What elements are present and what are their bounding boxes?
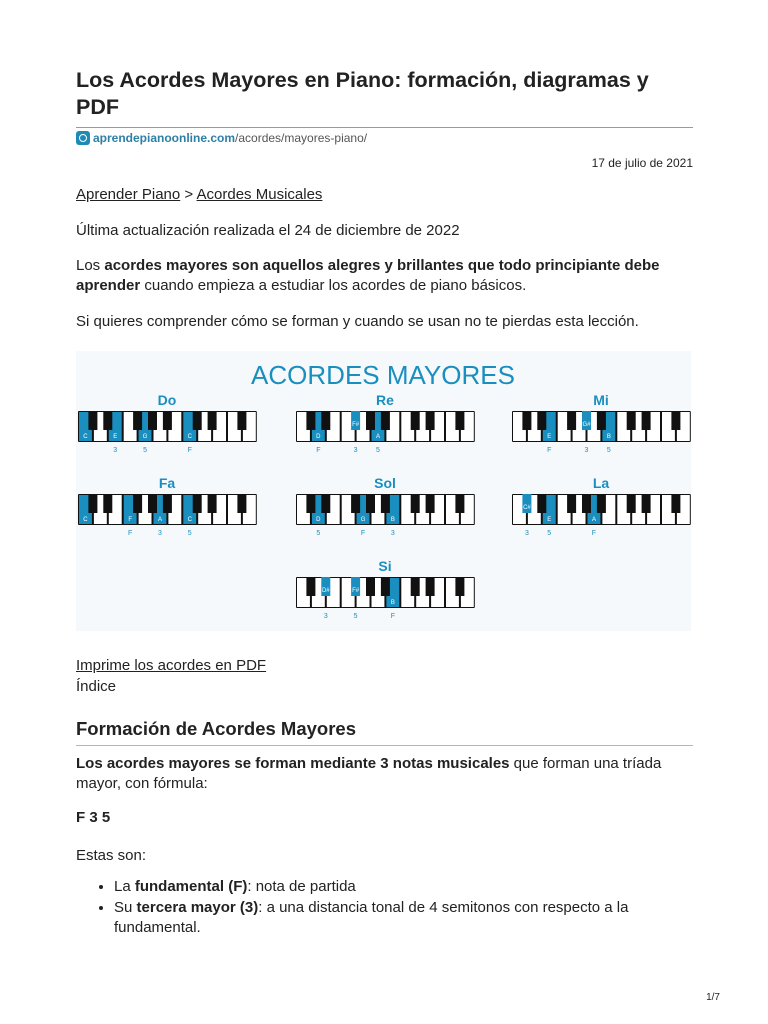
index-label[interactable]: Índice: [76, 678, 117, 695]
key-note-label: F#: [352, 422, 360, 428]
black-key: [411, 411, 420, 430]
chord-mi: [512, 392, 691, 454]
chord-name: Fa: [158, 475, 176, 491]
formula-label: 5: [143, 447, 148, 454]
black-key: [567, 494, 576, 513]
black-key: [366, 494, 375, 513]
black-key: [88, 411, 97, 430]
formula-label: F: [128, 530, 133, 537]
section-p1-bold: Los acordes mayores se forman mediante 3 notas musicales: [76, 755, 510, 772]
major-chords-figure: [76, 351, 691, 631]
key-note-label: E: [547, 517, 552, 523]
key-note-label: A: [591, 517, 596, 523]
intro-post: cuando empieza a estudiar los acordes de piano básicos.: [140, 277, 527, 294]
key-note-label: D: [316, 517, 321, 523]
intro-pre: Los: [76, 257, 105, 274]
key-note-label: B: [390, 600, 395, 606]
key-note-label: C: [187, 517, 192, 523]
key-note-label: A: [375, 434, 380, 440]
black-key: [455, 494, 464, 513]
formula-label: 3: [113, 447, 118, 454]
black-key: [522, 411, 531, 430]
formula-label: F: [547, 447, 552, 454]
black-key: [426, 411, 435, 430]
formula-label: 5: [375, 447, 380, 454]
black-key: [148, 411, 157, 430]
black-key: [133, 411, 142, 430]
black-key: [426, 494, 435, 513]
key-note-label: F: [128, 517, 132, 523]
key-note-label: E: [113, 434, 118, 440]
formula-label: F: [316, 447, 321, 454]
black-key: [597, 411, 606, 430]
section-divider: [76, 745, 693, 746]
formula-bold: F 3 5: [76, 809, 111, 826]
intro-paragraph: [76, 256, 693, 296]
chord-diagram-svg: [76, 351, 691, 631]
key-note-label: G: [142, 434, 148, 440]
black-key: [582, 494, 591, 513]
chord-name: Sol: [374, 475, 396, 491]
chord-name: Mi: [593, 392, 609, 408]
formula-label: F: [591, 530, 597, 537]
key-note-label: C: [187, 434, 192, 440]
black-key: [627, 411, 636, 430]
publish-date: 17 de julio de 2021: [591, 156, 693, 170]
black-key: [671, 494, 680, 513]
key-note-label: C: [83, 517, 88, 523]
formula-label: F: [360, 530, 366, 537]
formula-label: 3: [584, 447, 589, 454]
pdf-link-line: [76, 656, 693, 676]
section-heading: Formación de Acordes Mayores: [76, 718, 356, 739]
key-note-label: A: [157, 517, 162, 523]
black-key: [426, 577, 435, 596]
key-note-label: B: [606, 434, 611, 440]
key-note-label: D: [316, 434, 321, 440]
black-key: [306, 577, 315, 596]
key-note-label: C: [83, 434, 88, 440]
list-item-bold: tercera mayor (3): [136, 899, 259, 916]
chord-la: [512, 475, 691, 537]
chord-re: [296, 392, 475, 454]
black-key: [455, 411, 464, 430]
black-key: [306, 411, 315, 430]
breadcrumb-separator: >: [184, 186, 194, 203]
title-divider: [76, 127, 693, 128]
black-key: [321, 494, 330, 513]
black-key: [103, 411, 112, 430]
list-item-post: : a una distancia tonal de 4 semitonos con respecto a la fundamental.: [114, 899, 629, 936]
source-path[interactable]: /acordes/mayores-piano/: [235, 131, 368, 145]
components-list: [76, 877, 693, 939]
list-item-pre: Su: [114, 899, 137, 916]
black-key: [208, 411, 217, 430]
black-key: [103, 494, 112, 513]
black-key: [366, 577, 375, 596]
chord-si: [296, 558, 475, 620]
list-item: [114, 898, 693, 938]
intro-paragraph-2: Si quieres comprender cómo se forman y cuando se usan no te pierdas esta lección.: [76, 313, 639, 330]
formula-label: 3: [323, 613, 328, 620]
black-key: [193, 494, 202, 513]
list-item: [114, 877, 693, 897]
formula-label: 5: [187, 530, 192, 537]
chord-fa: [78, 475, 257, 537]
formula-label: 5: [547, 530, 552, 537]
formula-label: 5: [606, 447, 611, 454]
formula-label: 3: [524, 530, 529, 537]
chord-do: [78, 392, 257, 454]
black-key: [597, 494, 606, 513]
black-key: [411, 494, 420, 513]
black-key: [537, 411, 546, 430]
breadcrumb: [76, 185, 693, 205]
black-key: [381, 494, 390, 513]
black-key: [671, 411, 680, 430]
key-note-label: E: [547, 434, 552, 440]
black-key: [193, 411, 202, 430]
source-url[interactable]: [76, 131, 367, 145]
list-item-bold: fundamental (F): [134, 878, 248, 895]
black-key: [237, 494, 246, 513]
black-key: [237, 411, 246, 430]
chord-name: La: [592, 475, 610, 491]
key-note-label: B: [390, 517, 395, 523]
black-key: [411, 577, 420, 596]
key-note-label: G#: [582, 422, 591, 428]
black-key: [366, 411, 375, 430]
key-note-label: D#: [321, 588, 330, 594]
last-updated-text: Última actualización realizada el 24 de diciembre de 2022: [76, 222, 460, 239]
source-host[interactable]: aprendepianoonline.com: [93, 131, 236, 145]
black-key: [381, 411, 390, 430]
key-note-label: C#: [523, 505, 531, 511]
black-key: [133, 494, 142, 513]
key-note-label: G: [360, 517, 366, 523]
formula-label: 3: [157, 530, 162, 537]
black-key: [455, 577, 464, 596]
formula-label: 3: [390, 530, 395, 537]
black-key: [642, 494, 651, 513]
chord-name: Si: [378, 558, 392, 574]
intro-bold: acordes mayores son aquellos alegres y brillantes que todo principiante debe aprender: [76, 257, 660, 294]
black-key: [627, 494, 636, 513]
breadcrumb-link-acordes-musicales[interactable]: Acordes Musicales: [196, 186, 323, 203]
black-key: [163, 411, 172, 430]
formula-label: 5: [316, 530, 321, 537]
formula-label: F: [390, 613, 395, 620]
formula-label: F: [187, 447, 192, 454]
list-item-pre: La: [114, 878, 135, 895]
chord-name: Re: [376, 392, 394, 408]
section-paragraph: [76, 754, 693, 794]
black-key: [321, 411, 330, 430]
black-key: [381, 577, 390, 596]
breadcrumb-link-aprender-piano[interactable]: Aprender Piano: [76, 186, 181, 203]
figure-title: ACORDES MAYORES: [251, 360, 515, 390]
page-title: Los Acordes Mayores en Piano: formación, diagramas y PDF: [76, 68, 649, 119]
pdf-link[interactable]: Imprime los acordes en PDF: [76, 657, 267, 674]
these-are-text: Estas son:: [76, 847, 147, 864]
list-item-post: : nota de partida: [247, 878, 356, 895]
black-key: [163, 494, 172, 513]
chord-name: Do: [157, 392, 177, 408]
black-key: [537, 494, 546, 513]
page-number: 1/7: [706, 992, 720, 1003]
site-favicon-icon: [76, 131, 90, 145]
black-key: [208, 494, 217, 513]
chord-sol: [296, 475, 475, 537]
black-key: [351, 494, 360, 513]
black-key: [148, 494, 157, 513]
black-key: [88, 494, 97, 513]
black-key: [567, 411, 576, 430]
black-key: [306, 494, 315, 513]
black-key: [642, 411, 651, 430]
formula-label: 5: [353, 613, 358, 620]
section-p1-rest: que forman una tríada mayor, con fórmula:: [76, 755, 662, 792]
formula-label: 3: [353, 447, 358, 454]
key-note-label: F#: [352, 588, 360, 594]
formula-text: [76, 808, 693, 828]
